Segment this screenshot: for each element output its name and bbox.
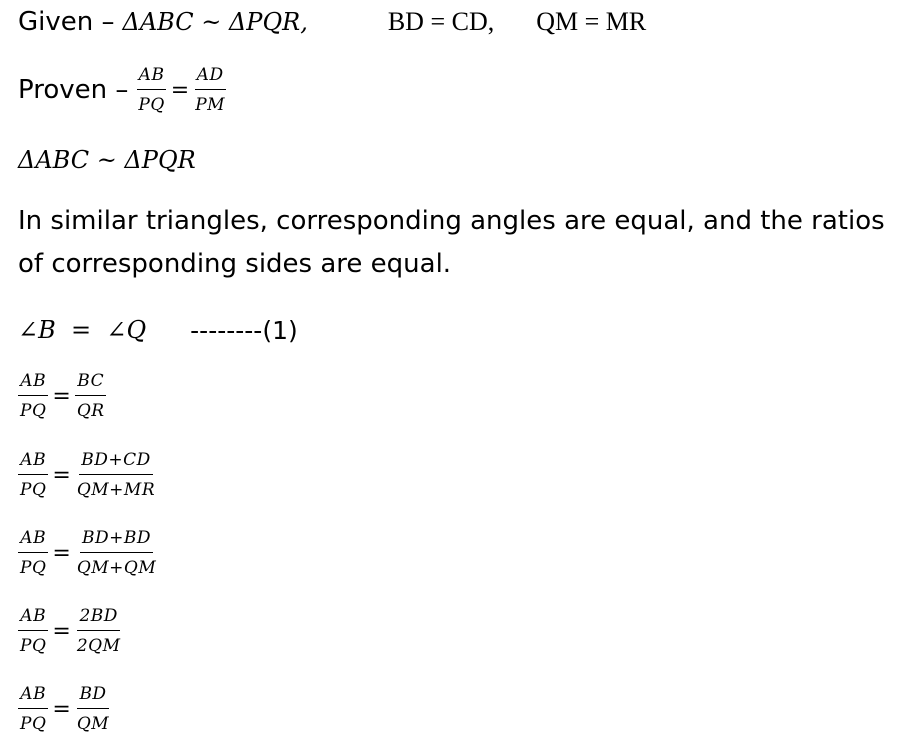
- similarity-statement: [18, 140, 196, 180]
- step-fraction-right: [75, 606, 123, 656]
- equals-sign: =: [52, 540, 71, 566]
- explanation-paragraph: In similar triangles, corresponding angles are equal, and the ratios of corresponding sides are equal.: [18, 206, 885, 279]
- fraction-denominator: QR: [76, 401, 105, 421]
- proven-label: Proven –: [18, 75, 129, 105]
- step-fraction-left: [18, 684, 48, 734]
- proven-fraction-left: [136, 65, 166, 115]
- step-fraction-left: [18, 528, 48, 578]
- step-fraction-right: [75, 528, 158, 578]
- angle-expression: ∠B = ∠Q: [18, 316, 147, 344]
- step-equation-2: [18, 447, 157, 503]
- fraction-numerator: AB: [18, 684, 48, 709]
- step-equation-5: [18, 681, 111, 737]
- fraction-denominator: PQ: [20, 714, 47, 734]
- equals-sign: =: [52, 462, 71, 488]
- proven-fraction-right: [193, 65, 227, 115]
- step-fraction-right: [75, 684, 111, 734]
- step-fraction-left: [18, 371, 48, 421]
- fraction-denominator: PQ: [20, 401, 47, 421]
- fraction-denominator: PQ: [20, 480, 47, 500]
- fraction-numerator: AD: [195, 65, 226, 90]
- fraction-numerator: 2BD: [77, 606, 119, 631]
- equals-sign: =: [52, 383, 71, 409]
- fraction-denominator: PQ: [138, 95, 165, 115]
- step-fraction-left: [18, 606, 48, 656]
- fraction-denominator: PQ: [20, 636, 47, 656]
- fraction-denominator: PQ: [20, 558, 47, 578]
- similarity-text: ΔABC ~ ΔPQR: [18, 146, 196, 174]
- fraction-numerator: BD+CD: [79, 450, 153, 475]
- fraction-numerator: AB: [18, 528, 48, 553]
- given-label: Given –: [18, 7, 115, 37]
- equals-sign: =: [52, 696, 71, 722]
- step-equation-4: [18, 603, 123, 659]
- fraction-denominator: QM: [76, 714, 110, 734]
- fraction-denominator: PM: [195, 95, 226, 115]
- given-similarity: ΔABC ~ ΔPQR,: [122, 8, 308, 36]
- step-fraction-right: [75, 450, 157, 500]
- fraction-denominator: 2QM: [76, 636, 121, 656]
- given-line: [18, 2, 646, 42]
- proven-line: [18, 62, 227, 118]
- equals-sign: =: [52, 618, 71, 644]
- fraction-numerator: AB: [137, 65, 167, 90]
- angle-equality-line: [18, 310, 298, 350]
- fraction-numerator: AB: [18, 606, 48, 631]
- fraction-numerator: AB: [18, 450, 48, 475]
- fraction-numerator: BD+BD: [80, 528, 153, 553]
- fraction-numerator: AB: [18, 371, 48, 396]
- given-condition-qm-mr: QM = MR: [536, 7, 647, 36]
- step-fraction-right: [75, 371, 107, 421]
- given-condition-bd-cd: BD = CD,: [387, 7, 495, 36]
- fraction-numerator: BD: [77, 684, 108, 709]
- fraction-denominator: QM+MR: [76, 480, 156, 500]
- fraction-numerator: BC: [75, 371, 106, 396]
- step-equation-1: [18, 368, 107, 424]
- step-equation-3: [18, 525, 158, 581]
- fraction-denominator: QM+QM: [76, 558, 157, 578]
- equals-sign: =: [170, 77, 190, 103]
- equation-reference: --------(1): [190, 315, 298, 345]
- step-fraction-left: [18, 450, 48, 500]
